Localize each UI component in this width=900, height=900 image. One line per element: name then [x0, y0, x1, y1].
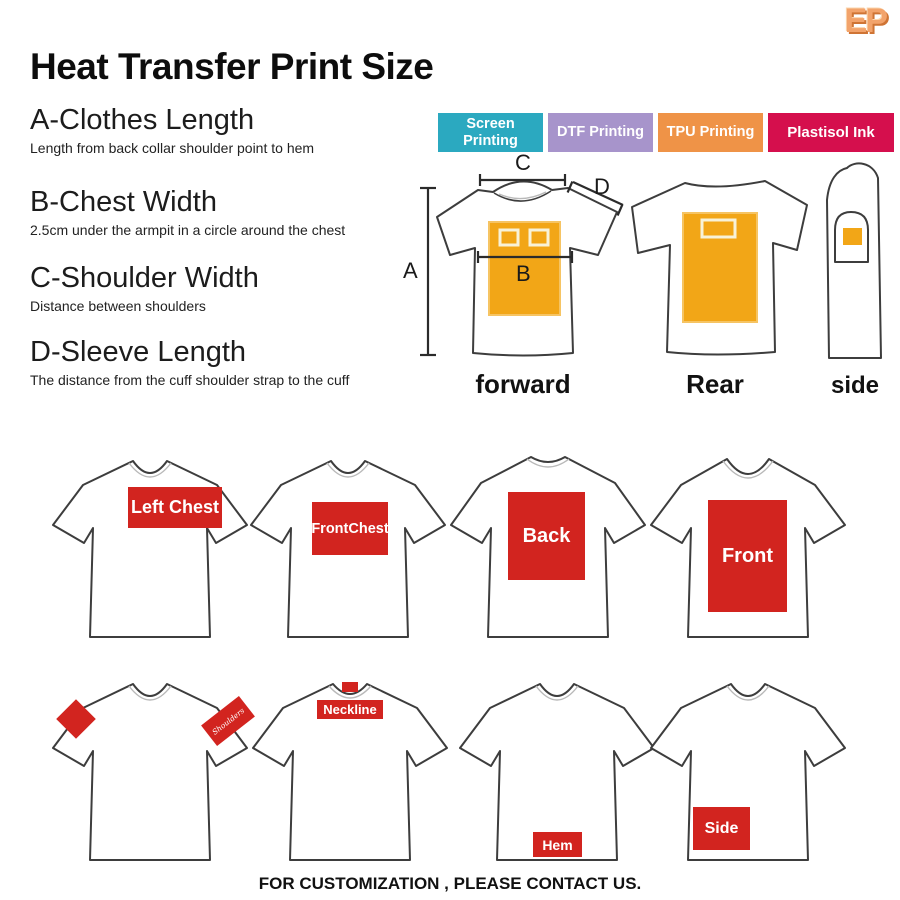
badge-plastisol-ink: Plastisol Ink [768, 113, 894, 152]
footer-contact-text: FOR CUSTOMIZATION , PLEASE CONTACT US. [258, 874, 642, 893]
measurement-description-d: The distance from the cuff shoulder strap to the cuff [30, 372, 350, 389]
measurement-section-b [30, 186, 440, 239]
badge-screen-printing: Screen Printing [438, 113, 543, 152]
placement-shirt-shoulders [45, 668, 255, 868]
view-label-forward: forward [475, 369, 571, 399]
placement-badge-neckline: Neckline [317, 700, 383, 719]
brand-logo: EP [844, 2, 886, 40]
dimension-line-a [420, 188, 436, 355]
placement-neck-tag [342, 682, 358, 692]
view-label-side: side [830, 372, 880, 399]
label-c: C [515, 150, 531, 175]
placement-badge-frontchest: FrontChest [312, 502, 388, 555]
measurement-section-a [30, 104, 440, 157]
label-a: A [403, 258, 418, 283]
placement-shirt-frontchest [243, 445, 453, 645]
placement-badge-side: Side [693, 807, 750, 850]
measurement-description-b: 2.5cm under the armpit in a circle around the chest [30, 222, 346, 239]
placement-badge-front: Front [708, 500, 787, 612]
badge-dtf-printing: DTF Printing [548, 113, 653, 152]
side-print-area [843, 228, 862, 245]
placement-shirt-back [443, 445, 653, 645]
view-label-rear: Rear [686, 369, 744, 399]
forward-shirt [403, 150, 623, 399]
placement-shirt-hem [452, 668, 662, 868]
size-diagram [395, 150, 900, 410]
tshirt-front-graphic [245, 668, 455, 868]
print-method-badges [438, 113, 894, 152]
placement-badge-shoulders: Shoulders [201, 696, 255, 746]
measurement-heading-c: C-Shoulder Width [30, 262, 259, 294]
tshirt-front-graphic [45, 668, 255, 868]
measurement-description-c: Distance between shoulders [30, 298, 206, 315]
tshirt-front-graphic [45, 445, 255, 645]
measurement-description-a: Length from back collar shoulder point to hem [30, 140, 315, 157]
rear-print-area [683, 213, 757, 322]
measurement-section-c [30, 262, 440, 315]
placement-shirt-side [643, 668, 853, 868]
placement-shirt-left-chest [45, 445, 255, 645]
badge-tpu-printing: TPU Printing [658, 113, 763, 152]
measurement-heading-d: D-Sleeve Length [30, 336, 247, 368]
placement-badge-hem: Hem [533, 832, 582, 857]
placement-badge-left-chest: Left Chest [128, 487, 222, 528]
page-title: Heat Transfer Print Size [30, 46, 434, 87]
measurement-heading-a: A-Clothes Length [30, 104, 255, 136]
placement-shirt-front [643, 445, 853, 645]
label-b: B [516, 261, 531, 286]
placement-badge-back: Back [508, 492, 585, 580]
rear-shirt [632, 181, 807, 399]
placement-shirt-neckline [245, 668, 455, 868]
measurement-heading-b: B-Chest Width [30, 186, 217, 218]
side-shirt [827, 163, 881, 399]
measurement-section-d [30, 336, 440, 389]
label-d: D [594, 174, 610, 199]
